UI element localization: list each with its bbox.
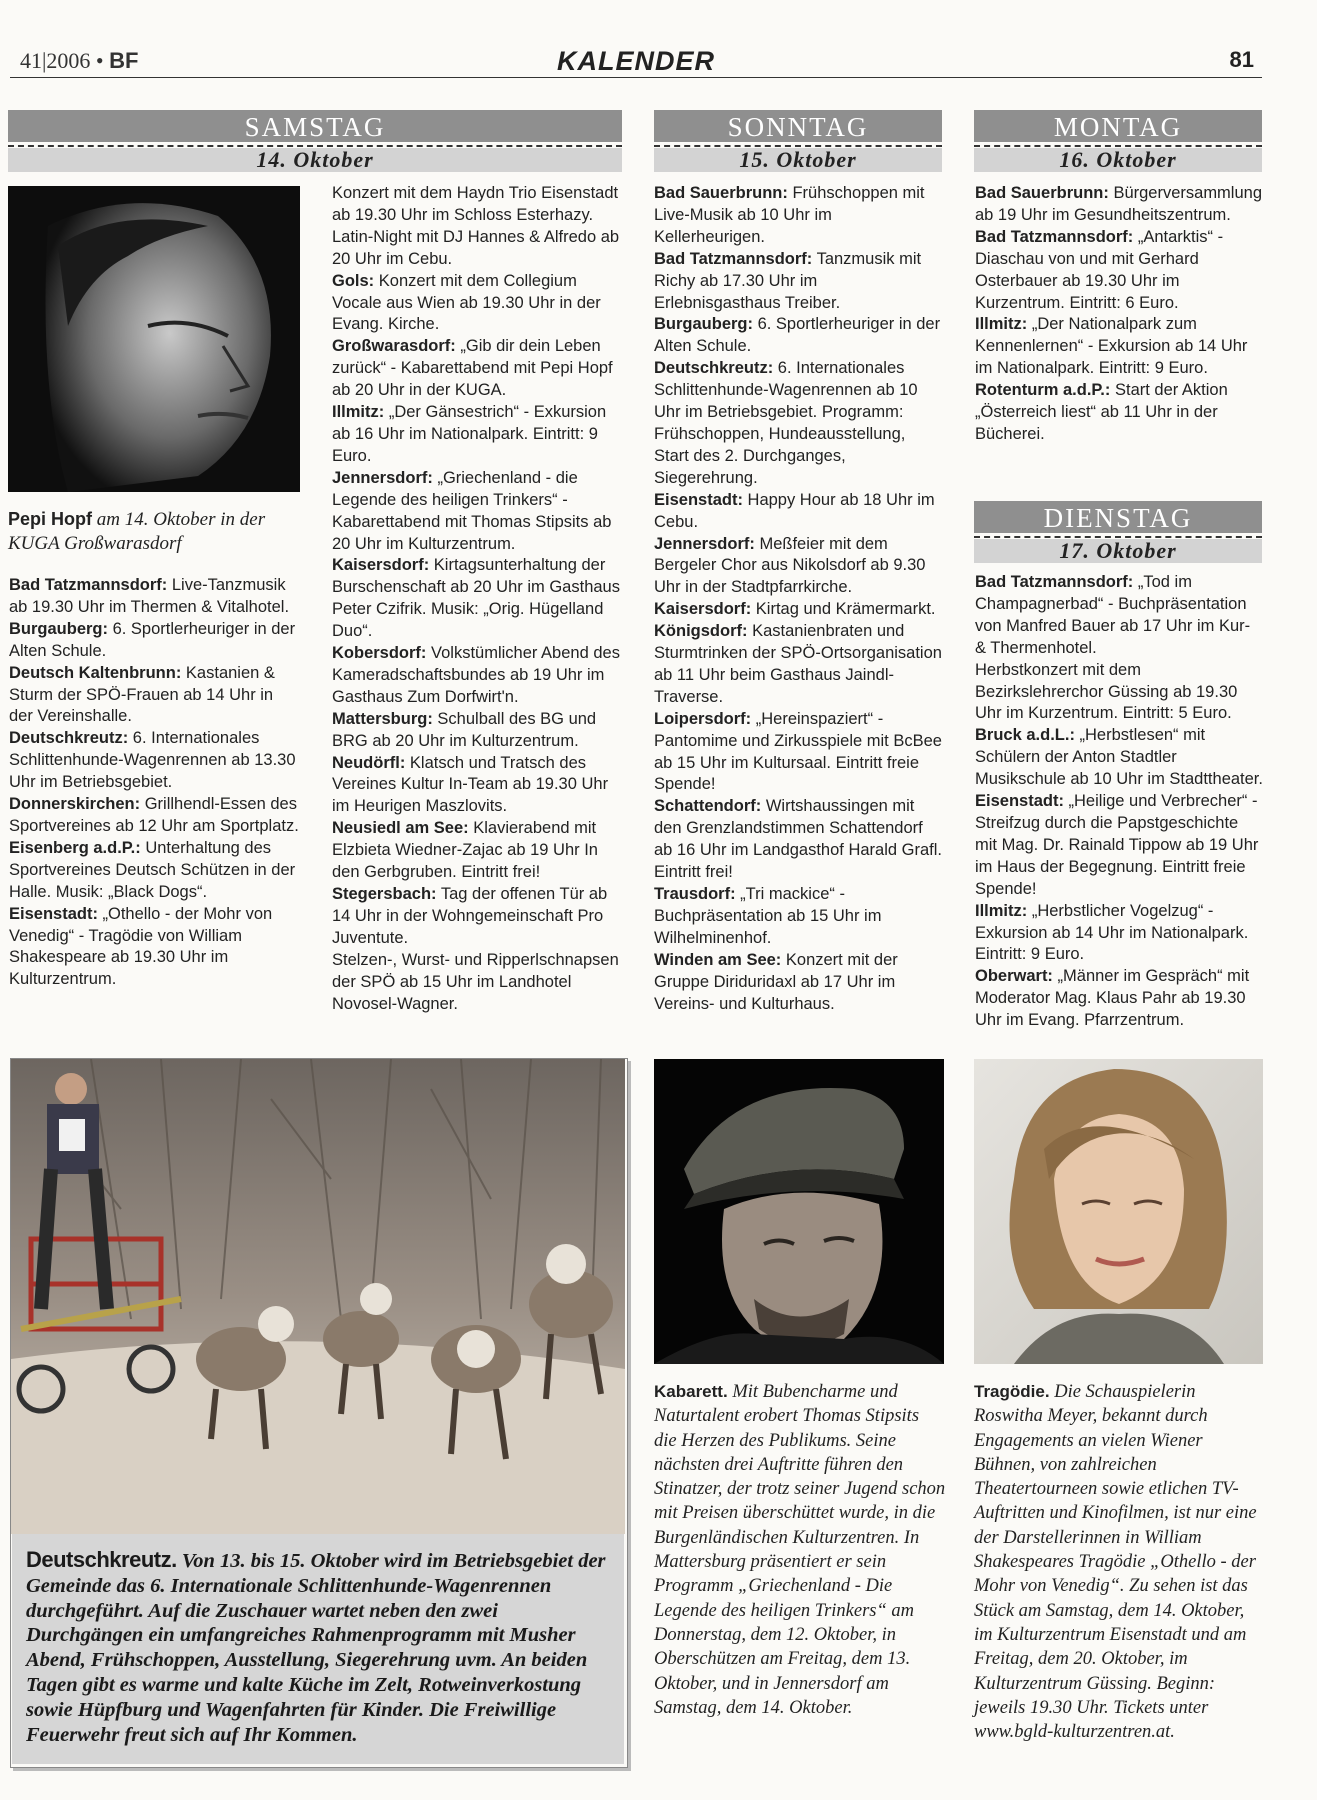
- caption-lead: Pepi Hopf: [8, 509, 92, 529]
- listing-place: Eisenstadt:: [975, 792, 1064, 811]
- listing-text: Herbstkonzert mit dem Bezirkslehrerchor Güssing ab 19.30 Uhr im Kurzentrum. Eintritt: 5 Euro.: [975, 660, 1238, 723]
- listing-place: Illmitz:: [975, 315, 1028, 334]
- listing-place: Jennersdorf:: [332, 468, 433, 487]
- listing-entry: [332, 183, 624, 227]
- listing-place: Rotenturm a.d.P.:: [975, 381, 1111, 400]
- listing-entry: [975, 572, 1263, 660]
- listing-place: Stegersbach:: [332, 885, 437, 903]
- listing-place: Deutschkreutz:: [9, 729, 129, 748]
- listing-place: Eisenstadt:: [9, 904, 98, 923]
- listing-entry: [332, 709, 624, 753]
- listing-place: Bad Tatzmannsdorf:: [975, 227, 1134, 246]
- listing-place: Bad Sauerbrunn:: [654, 184, 788, 202]
- listing-text: Klavierabend mit Elzbieta Wiedner-Zajac ab 19 Uhr In den Gerbgruben. Eintritt frei!: [332, 819, 598, 882]
- listing-place: Jennersdorf:: [654, 534, 755, 553]
- listing-entry: [332, 402, 624, 468]
- page-number: 81: [1229, 47, 1254, 72]
- feature-caption-box: [12, 1534, 624, 1764]
- listing-entry: [332, 643, 624, 709]
- listing-entry: [332, 753, 624, 819]
- listing-place: Burgauberg:: [9, 619, 108, 638]
- listing-place: Gols:: [332, 271, 375, 290]
- listing-place: Großwarasdorf:: [332, 337, 456, 356]
- listing-place: Eisenberg a.d.P.:: [9, 838, 141, 857]
- listing-place: Donnerskirchen:: [9, 795, 141, 814]
- listing-entry: [654, 884, 944, 950]
- listing-place: Illmitz:: [332, 403, 385, 422]
- listing-text: „Hereinspaziert“ - Pantomime und Zirkusspiele mit BcBee ab 15 Uhr im Kultursaal. Eintritt freie Spende!: [654, 709, 942, 794]
- listing-entry: [975, 314, 1263, 380]
- day-header-dienstag: [974, 501, 1262, 561]
- listing-place: Bad Tatzmannsdorf:: [654, 249, 813, 268]
- listing-text: „Der Gänsestrich“ - Exkursion ab 16 Uhr im Nationalpark. Eintritt: 9 Euro.: [332, 403, 607, 465]
- listing-entry: [332, 227, 624, 271]
- portrait-image: [654, 1059, 944, 1364]
- listing-entry: [975, 183, 1263, 227]
- listing-text: Kastanienbraten und Sturmtrinken der SPÖ-Ortsorganisation ab 11 Uhr beim Gasthaus Jaindl-Traverse.: [654, 622, 942, 706]
- listing-entry: [654, 709, 944, 797]
- listing-text: Tag der offenen Tür ab 14 Uhr in der Wohngemeinschaft Pro Juventute.: [332, 885, 608, 947]
- paper-name: BF: [109, 48, 139, 73]
- listing-text: Kirtag und Krämermarkt.: [751, 600, 936, 619]
- listing-text: 6. Sportlerheuriger in der Alten Schule.: [9, 619, 296, 660]
- listing-entry: [975, 660, 1263, 726]
- listing-entry: [654, 314, 944, 358]
- listing-column-dienstag: [975, 572, 1263, 1032]
- day-name: MONTAG: [974, 110, 1262, 142]
- caption-text: Von 13. bis 15. Oktober wird im Betriebsgebiet der Gemeinde das 6. Internationale Schlittenhunde-Wagenrennen durchgeführt. Auf die Zuschauer wartet neben den zwei Durchgängen ein umfangreiches Rahmenprogramm mit Musher Abend, Frühschoppen, Ausstellung, Siegerehrung uvm. An beiden Tagen gibt es warme und kalte Küche im Zelt, Rotweinverkostung sowie Hüpfburg und Wagenfahrten für Kinder. Die Freiwillige Feuerwehr freut sich auf Ihr Kommen.: [26, 1550, 606, 1746]
- listing-place: Eisenstadt:: [654, 490, 743, 509]
- listing-text: „Griechenland - die Legende des heiligen Trinkers“ - Kabarettabend mit Thomas Stipsits ab 20 Uhr im Kulturzentrum.: [332, 468, 612, 553]
- listing-column-samstag-a: [9, 575, 299, 991]
- day-date: 15. Oktober: [654, 148, 942, 172]
- listing-entry: [9, 794, 299, 838]
- listing-text: „Tri mackice“ - Buchpräsentation ab 15 Uhr im Wilhelminenhof.: [654, 885, 882, 947]
- listing-place: Bad Tatzmannsdorf:: [975, 573, 1134, 591]
- listing-place: Neudörfl:: [332, 753, 406, 772]
- listing-entry: [9, 663, 299, 729]
- listing-text: Konzert mit der Gruppe Diriduridaxl ab 17 Uhr im Vereins- und Kulturhaus.: [654, 950, 898, 1013]
- listing-text: Schulball des BG und BRG ab 20 Uhr im Kulturzentrum.: [332, 709, 597, 750]
- listing-entry: [654, 796, 944, 884]
- day-name: DIENSTAG: [974, 501, 1262, 533]
- listing-text: Kastanien & Sturm der SPÖ-Frauen ab 14 Uhr in der Vereinshalle.: [9, 663, 275, 726]
- day-date: 17. Oktober: [974, 539, 1262, 563]
- listing-entry: [9, 838, 299, 904]
- listing-text: 6. Sportlerheuriger in der Alten Schule.: [654, 315, 941, 356]
- listing-entry: [332, 884, 624, 950]
- listing-place: Bruck a.d.L.:: [975, 726, 1075, 745]
- listing-place: Winden am See:: [654, 950, 782, 969]
- caption-lead: Tragödie.: [974, 1382, 1050, 1401]
- listing-text: Grillhendl-Essen des Sportvereines ab 12 Uhr am Sportplatz.: [9, 795, 299, 835]
- caption-lead: Kabarett.: [654, 1382, 728, 1401]
- day-header-sonntag: [654, 110, 942, 170]
- listing-place: Mattersburg:: [332, 709, 433, 728]
- listing-place: Deutsch Kaltenbrunn:: [9, 663, 182, 682]
- day-name: SONNTAG: [654, 110, 942, 142]
- listing-entry: [332, 555, 624, 643]
- listing-text: Konzert mit dem Haydn Trio Eisenstadt ab 19.30 Uhr im Schloss Esterhazy.: [332, 184, 619, 224]
- listing-place: Kaisersdorf:: [654, 600, 752, 619]
- listing-text: Live-Tanzmusik ab 19.30 Uhr im Thermen & Vitalhotel.: [9, 576, 290, 616]
- photo-caption-tragoedie: [974, 1380, 1266, 1744]
- listing-place: Oberwart:: [975, 967, 1053, 986]
- caption-text: am 14. Oktober in der KUGA Großwarasdorf: [8, 509, 266, 555]
- listing-text: Latin-Night mit DJ Hannes & Alfredo ab 20 Uhr im Cebu.: [332, 227, 620, 268]
- listing-entry: [975, 966, 1263, 1032]
- listing-entry: [654, 490, 944, 534]
- listing-place: Kobersdorf:: [332, 644, 427, 663]
- listing-text: Unterhaltung des Sportvereines Deutsch Schützen in der Halle. Musik: „Black Dogs“.: [9, 838, 296, 901]
- listing-entry: [975, 725, 1263, 791]
- section-title: KALENDER: [556, 46, 715, 76]
- listing-text: Start der Aktion „Österreich liest“ ab 11 Uhr in der Bücherei.: [975, 381, 1228, 443]
- listing-entry: [9, 575, 299, 619]
- listing-text: Klatsch und Tratsch des Vereines Kultur In-Team ab 19.30 Uhr im Heurigen Maszlovits.: [332, 753, 609, 816]
- listing-entry: [9, 904, 299, 992]
- listing-text: „Herbstlicher Vogelzug“ - Exkursion ab 14 Uhr im Nationalpark. Eintritt: 9 Euro.: [975, 901, 1249, 964]
- photo-caption-kabarett: [654, 1380, 946, 1720]
- photo-thomas-stipsits: [654, 1059, 944, 1364]
- listing-place: Neusiedl am See:: [332, 819, 469, 838]
- listing-text: Konzert mit dem Collegium Vocale aus Wien ab 19.30 Uhr in der Evang. Kirche.: [332, 271, 601, 334]
- listing-place: Schattendorf:: [654, 797, 762, 816]
- listing-entry: [332, 950, 624, 1016]
- caption-text: Mit Bubencharme und Naturtalent erobert Thomas Stipsits die Herzen des Publikums. Seine nächsten drei Auftritte führen den Stinatzer, der trotz seiner Jugend schon mit Preisen überschüttet wurde, in die Burgenländischen Kulturzentren. In Mattersburg präsentiert er sein Programm „Griechenland - Die Legende des heiligen Trinkers“ am Donnerstag, dem 12. Oktober, in Oberschützen am Freitag, dem 13. Oktober, und in Jennersdorf am Samstag, dem 14. Oktober.: [654, 1382, 946, 1718]
- listing-text: 6. Internationales Schlittenhunde-Wagenrennen ab 10 Uhr im Betriebsgebiet. Programm: Frühschoppen, Hundeausstellung, Start des 2. Durchganges, Siegerehrung.: [654, 359, 918, 487]
- listing-text: „Antarktis“ - Diaschau von und mit Gerhard Osterbauer ab 19.30 Uhr im Kurzentrum. Eintritt: 6 Euro.: [975, 227, 1224, 312]
- listing-entry: [332, 271, 624, 337]
- listing-place: Bad Sauerbrunn:: [975, 184, 1109, 202]
- listing-place: Deutschkreutz:: [654, 359, 774, 378]
- listing-text: „Männer im Gespräch“ mit Moderator Mag. Klaus Pahr ab 19.30 Uhr im Evang. Pfarrzentrum.: [975, 967, 1250, 1030]
- listing-place: Königsdorf:: [654, 622, 748, 641]
- caption-lead: Deutschkreutz.: [26, 1547, 177, 1572]
- listing-text: „Der Nationalpark zum Kennenlernen“ - Exkursion ab 14 Uhr im Nationalpark. Eintritt: 9 Euro.: [975, 315, 1248, 378]
- day-date: 16. Oktober: [974, 148, 1262, 172]
- listing-entry: [654, 249, 944, 315]
- listing-text: „Herbstlesen“ mit Schülern der Anton Stadtler Musikschule ab 10 Uhr im Stadttheater.: [975, 726, 1263, 789]
- listing-column-sonntag: [654, 183, 944, 1015]
- day-header-samstag: [8, 110, 622, 170]
- listing-entry: [975, 380, 1263, 446]
- listing-entry: [654, 183, 944, 249]
- listing-text: Happy Hour ab 18 Uhr im Cebu.: [654, 490, 935, 531]
- portrait-image: [974, 1059, 1263, 1364]
- photo-caption-schlitten: [26, 1548, 616, 1747]
- listing-entry: [654, 621, 944, 709]
- listing-text: Stelzen-, Wurst- und Ripperlschnapsen der SPÖ ab 15 Uhr im Landhotel Novosel-Wagner.: [332, 950, 619, 1013]
- listing-text: „Gib dir dein Leben zurück“ - Kabarettabend mit Pepi Hopf ab 20 Uhr in der KUGA.: [332, 337, 613, 400]
- listing-text: „Othello - der Mohr von Venedig“ - Tragödie von William Shakespeare ab 19.30 Uhr im Kulturzentrum.: [9, 904, 273, 989]
- photo-caption-pepi: [8, 507, 300, 557]
- listing-text: Frühschoppen mit Live-Musik ab 10 Uhr im Kellerheurigen.: [654, 184, 925, 246]
- photo-pepi-hopf: [8, 186, 300, 492]
- day-date: 14. Oktober: [208, 148, 422, 172]
- listing-entry: [975, 901, 1263, 967]
- listing-entry: [332, 468, 624, 556]
- page-header: [10, 44, 1262, 78]
- caption-text: Die Schauspielerin Roswitha Meyer, bekannt durch Engagements an vielen Wiener Bühnen, von zahlreichen Theatertourneen sowie etlichen TV-Auftritten und Kinofilmen, ist nur eine der Darstellerinnen in William Shakespeares Tragödie „Othello - der Mohr von Venedig“. Zu sehen ist das Stück am Samstag, dem 14. Oktober, im Kulturzentrum Eisenstadt und am Freitag, dem 20. Oktober, im Kulturzentrum Güssing. Beginn: jeweils 19.30 Uhr. Tickets unter www.bgld-kulturzentren.at.: [974, 1382, 1257, 1743]
- listing-place: Trausdorf:: [654, 885, 736, 903]
- listing-entry: [975, 791, 1263, 901]
- listing-place: Kaisersdorf:: [332, 556, 430, 575]
- listing-text: Meßfeier mit dem Bergeler Chor aus Nikolsdorf ab 9.30 Uhr in der Stadtpfarrkirche.: [654, 534, 926, 597]
- listing-text: Volkstümlicher Abend des Kameradschaftsbundes ab 19 Uhr im Gasthaus Zum Dorfwirt'n.: [332, 644, 620, 706]
- listing-entry: [654, 358, 944, 489]
- listing-text: „Tod im Champagnerbad“ - Buchpräsentation von Manfred Bauer ab 17 Uhr im Kur- & Thermenhotel.: [975, 573, 1251, 657]
- listing-entry: [654, 599, 944, 621]
- listing-column-samstag-b: [332, 183, 624, 1015]
- listing-text: Wirtshaussingen mit den Grenzlandstimmen Schattendorf ab 16 Uhr im Landgasthof Harald Grafl. Eintritt frei!: [654, 797, 942, 882]
- listing-column-montag: [975, 183, 1263, 446]
- listing-place: Bad Tatzmannsdorf:: [9, 576, 168, 594]
- listing-text: Kirtagsunterhaltung der Burschenschaft ab 20 Uhr im Gasthaus Peter Czifrik. Musik: „Orig. Hügelland Duo“.: [332, 556, 620, 641]
- day-name: SAMSTAG: [214, 110, 416, 142]
- issue-number: 41|2006: [20, 48, 91, 73]
- listing-entry: [332, 336, 624, 402]
- listing-text: Tanzmusik mit Richy ab 17.30 Uhr im Erlebnisgasthaus Treiber.: [654, 249, 922, 312]
- listing-text: Bürgerversammlung ab 19 Uhr im Gesundheitszentrum.: [975, 184, 1262, 224]
- listing-entry: [975, 227, 1263, 315]
- photo-roswitha-meyer: [974, 1059, 1263, 1364]
- listing-text: „Heilige und Verbrecher“ - Streifzug durch die Papstgeschichte mit Mag. Dr. Rainald Tippow ab 19 Uhr im Haus der Begegnung. Eintritt freie Spende!: [975, 792, 1259, 898]
- listing-entry: [332, 818, 624, 884]
- listing-place: Burgauberg:: [654, 315, 753, 334]
- day-header-montag: [974, 110, 1262, 170]
- listing-entry: [9, 728, 299, 794]
- sled-dog-image: [11, 1059, 625, 1534]
- portrait-image: [8, 186, 300, 492]
- listing-entry: [654, 534, 944, 600]
- bullet: •: [95, 48, 104, 73]
- listing-text: 6. Internationales Schlittenhunde-Wagenrennen ab 13.30 Uhr im Betriebsgebiet.: [9, 729, 296, 792]
- listing-entry: [654, 950, 944, 1016]
- photo-sled-dog-race: [11, 1059, 625, 1534]
- listing-place: Loipersdorf:: [654, 709, 752, 728]
- listing-place: Illmitz:: [975, 901, 1028, 920]
- listing-entry: [9, 619, 299, 663]
